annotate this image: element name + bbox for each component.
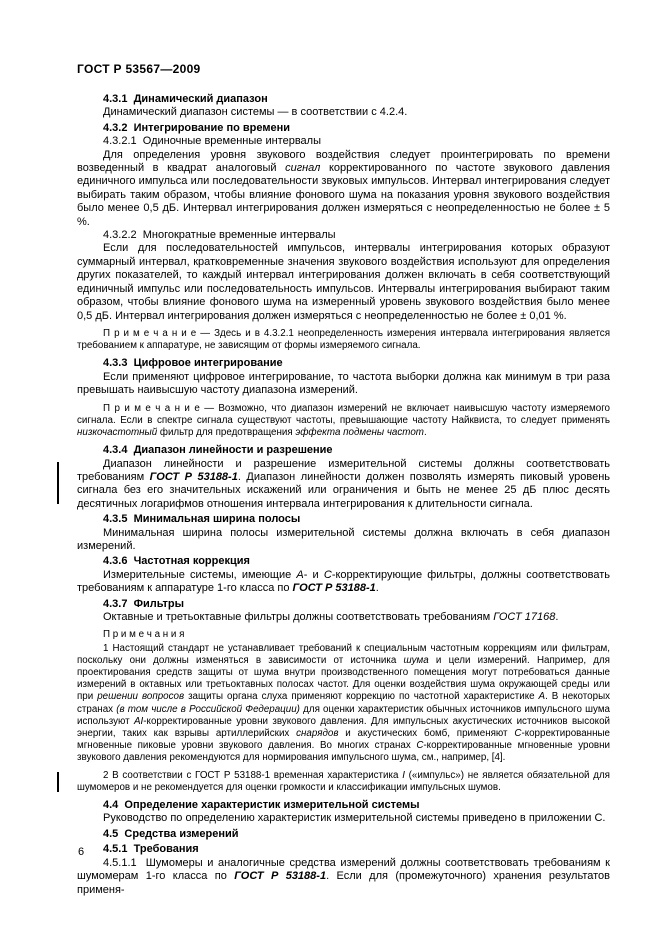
paragraph-4-3-6	[77, 569, 610, 596]
text-segment: А	[296, 568, 304, 581]
heading-4-3-7	[77, 598, 610, 611]
text-segment: (в том числе в Российской Федерации)	[116, 703, 300, 715]
text-segment: низкочастотный	[77, 426, 158, 438]
text-segment: . Если для (промежуточного) хранения результатов применя-	[77, 870, 610, 896]
subheading-4-3-2-2	[77, 229, 610, 242]
text-segment: . В некоторых странах	[77, 691, 611, 715]
notes-label	[77, 629, 610, 641]
paragraph-4-3-5	[77, 527, 610, 554]
subheading-4-3-2-1	[77, 135, 610, 148]
text-segment: 4.3.6 Частотная коррекция	[103, 555, 250, 568]
text-segment: -корректированные мгновенные пиковые уровни звукового давления. Во многих странах	[77, 728, 610, 752]
text-segment: для оценки характеристик обычных источников импульсного шума используют	[77, 703, 611, 727]
text-segment: П р и м е ч а н и е — Здесь и в 4.3.2.1 неопределенность измерения интервала интегрирования является требованием к аппаратуре, не зависящим от формы измеряемого сигнала.	[77, 327, 610, 352]
text-segment: .	[423, 426, 427, 438]
heading-4-5-1	[77, 843, 610, 856]
page-number: 6	[78, 846, 85, 858]
text-segment: ГОСТ Р 53188-1	[292, 582, 376, 595]
heading-4-3-4	[77, 444, 610, 457]
text-segment: П р и м е ч а н и я	[103, 629, 185, 641]
note-4-3-2	[77, 328, 610, 352]
text-segment: Октавные и третьоктавные фильтры должны соответствовать требованиям	[103, 611, 494, 624]
text-segment: 4.3.2.1 Одиночные временные интервалы	[103, 135, 321, 148]
text-segment: 4.5.1.1 Шумомеры и аналогичные средства измерений должны соответствовать требованиям к шумомерам 1-го класса по	[77, 856, 610, 883]
text-segment: Диапазон линейности и разрешение измерительной системы должны соответствовать требованиям	[77, 457, 610, 483]
text-segment: .	[375, 582, 379, 595]
text-segment: С	[416, 740, 424, 752]
text-segment: .	[555, 611, 559, 624]
text-segment: 4.3.2.2 Многократные временные интервалы	[103, 229, 336, 242]
text-segment: 4.3.7 Фильтры	[103, 597, 185, 610]
text-segment: С	[323, 568, 332, 581]
paragraph-4-3-2-1	[77, 149, 610, 229]
text-segment: Измерительные системы, имеющие	[103, 568, 297, 581]
text-segment: П р и м е ч а н и е — Возможно, что диапазон измерений не включает наивысшую частоту измеряемого сигнала. Если в спектре сигнала существуют частоты, превышающие частоту Найквиста, то следует применять	[77, 402, 610, 426]
text-segment: защиты органа слуха применяют коррекцию по частотной характеристике	[184, 691, 539, 703]
paragraph-4-3-7	[77, 611, 610, 624]
text-segment: 4.3.2 Интегрирование по времени	[103, 121, 290, 134]
text-segment: эффекта подмены частот	[295, 426, 424, 438]
text-segment: и акустических бомб, применяют	[338, 728, 515, 740]
heading-4-3-2	[77, 122, 610, 135]
text-segment: I	[402, 769, 405, 781]
note-2	[77, 770, 610, 794]
text-segment: 4.5 Средства измерений	[103, 827, 239, 840]
heading-4-3-6	[77, 555, 610, 568]
note-1	[77, 643, 610, 765]
text-segment: Руководство по определению характеристик измерительной системы приведено в приложении С.	[103, 812, 606, 825]
text-segment: корректированного по частоте звукового давления единичного импульса или последовательности звуковых импульсов. Интервал интегрирования следует выбирать таким образом, чтобы влияние фонового шума на показания уровня звукового воздействия было менее 0,5 дБ. Интервал интегрирования должен измеряться с неопределенностью не более ± 5 %.	[77, 162, 610, 228]
text-segment: 4.3.1 Динамический диапазон	[103, 93, 268, 105]
text-segment: 4.3.4 Диапазон линейности и разрешение	[103, 444, 333, 457]
text-segment: А	[538, 691, 546, 703]
text-segment: Динамический диапазон системы — в соответствии с 4.2.4.	[103, 106, 408, 119]
text-segment: С	[514, 728, 522, 740]
paragraph-4-3-3	[77, 371, 610, 398]
text-segment: и цели измерений. Например, для проектирования средств защиты от шума внутри производственного помещения могут потребоваться данные измерений в октавных или третьоктавных полосах частот. Для оценки воздействия шума окружающей среды или при	[77, 654, 610, 703]
text-segment: - и	[303, 568, 324, 581]
paragraph-4-3-4	[77, 458, 610, 512]
heading-4-3-1	[77, 93, 610, 106]
text-segment: 4.5.1 Требования	[103, 843, 199, 856]
text-segment: 2 В соответствии с ГОСТ Р 53188-1 временная характеристика	[103, 769, 403, 781]
paragraph-4-4	[77, 812, 610, 825]
heading-4-5	[77, 828, 610, 841]
text-segment: сигнал	[285, 162, 321, 175]
text-segment: Для определения уровня звукового воздействия следует проинтегрировать по времени возведенный в квадрат аналоговый	[77, 148, 610, 175]
note-4-3-3	[77, 403, 610, 440]
paragraph-4-3-2-2	[77, 242, 610, 322]
text-segment: ГОСТ Р 53188-1	[234, 870, 327, 883]
text-segment: шума	[403, 654, 429, 666]
text-segment: 4.3.3 Цифровое интегрирование	[103, 357, 283, 370]
paragraph-4-5-1-1	[77, 857, 610, 897]
text-segment: снарядов	[296, 728, 339, 740]
text-segment: 1 Настоящий стандарт не устанавливает требований к специальным частотным коррекциям или фильтрам, поскольку они должны изменяться в зависимости от источника	[77, 642, 610, 666]
text-segment: ГОСТ 17168	[493, 611, 556, 624]
change-bar	[57, 462, 59, 505]
heading-4-3-3	[77, 357, 610, 370]
paragraph-4-3-1	[77, 106, 610, 119]
text-segment: Минимальная ширина полосы измерительной системы должна включать в себя диапазон измерений.	[77, 526, 610, 552]
text-segment: Если применяют цифровое интегрирование, то частота выборки должна как минимум в три раза превышать наивысшую частоту диапазона измерений.	[77, 370, 610, 397]
text-segment: ГОСТ Р 53188-1	[149, 470, 238, 483]
text-segment: -корректированные уровни звукового давления. Для импульсных акустических источников высокой энергии, таких как взрывы артиллерийских	[77, 715, 610, 740]
text-segment: Если для последовательностей импульсов, интервалы интегрирования которых образуют суммарный интервал, кратковременные значения звукового воздействия используют для определения других показателей, то каждый интервал интегрирования должен включать в себя соответствующий единичный импульс или последовательность импульсов. Интервалы интегрирования выбирают таким образом, чтобы влияние фонового шума на измеренный уровень звукового воздействия было менее 0,5 дБ. Интервал интегрирования должен измеряться с неопределенностью не более ± 0,01 %.	[77, 242, 610, 322]
text-segment: решении вопросов	[97, 691, 185, 703]
text-segment: -корректированные мгновенные уровни звукового давления рекомендуются для нормирования импульсного шума, см., например, [4].	[77, 740, 610, 764]
document-content	[77, 62, 610, 897]
text-segment: 4.3.5 Минимальная ширина полосы	[103, 513, 301, 526]
text-segment: («импульс») не является обязательной для шумомеров и не рекомендуется для оценки громкости и классификации импульсных шумов.	[77, 769, 610, 793]
heading-4-3-5	[77, 513, 610, 526]
heading-4-4	[77, 799, 610, 812]
text-segment: -корректирующие фильтры, должны соответствовать требованиям к аппаратуре 1-го класса по	[77, 568, 610, 595]
text-segment: фильтр для предотвращения	[157, 426, 296, 438]
text-segment: . Диапазон линейности должен позволять измерять пиковый уровень сигнала без его значительных искажений или ограничения и быть не менее 25 дБ плюс десять десятичных логарифмов отношения интервала интегрирования к длительности сигнала.	[77, 470, 611, 510]
document-title: ГОСТ Р 53567—2009	[77, 62, 201, 76]
text-segment: 4.4 Определение характеристик измерительной системы	[103, 799, 420, 812]
change-bar	[57, 772, 59, 792]
text-segment: AI	[134, 715, 144, 727]
